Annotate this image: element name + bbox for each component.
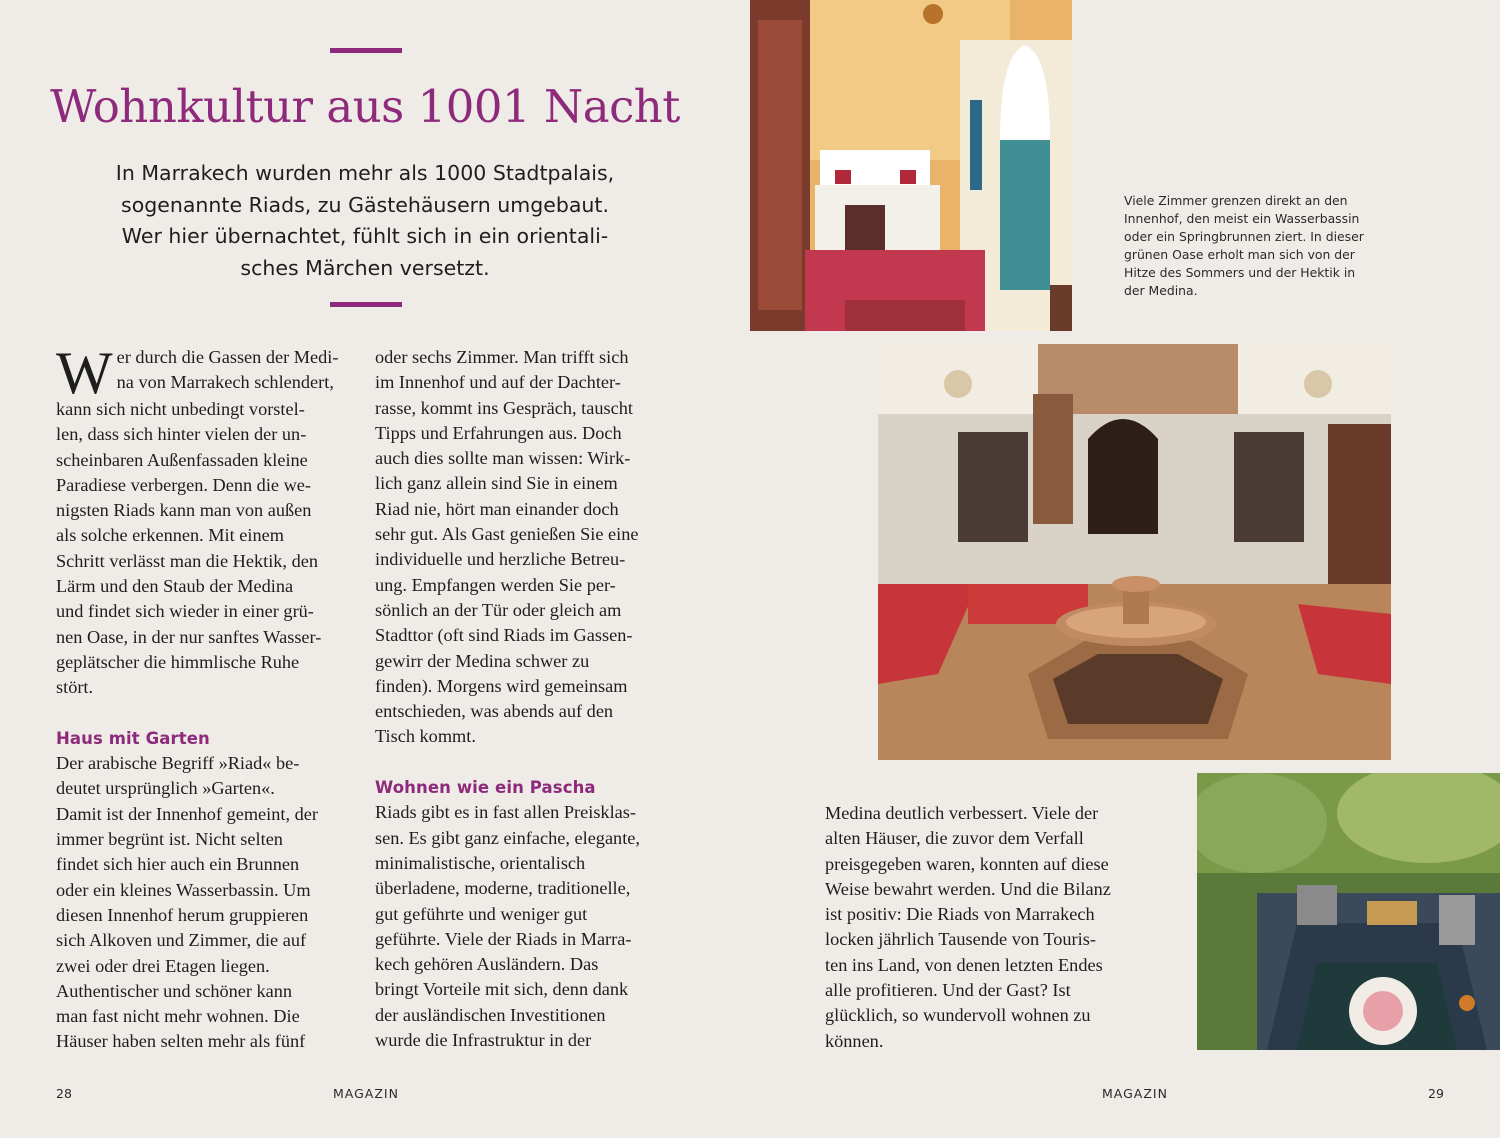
body-line: locken jährlich Tausende von Touris- — [825, 929, 1096, 950]
body-line: individuelle und herzliche Betreu- — [375, 549, 626, 570]
body-line: können. — [825, 1030, 884, 1051]
intro-paragraph — [56, 397, 356, 701]
body-line: Stadttor (oft sind Riads im Gassen- — [375, 625, 633, 646]
photo-riad-bedroom — [750, 0, 1072, 331]
body-line: finden). Morgens wird gemeinsam — [375, 675, 628, 696]
subheading-haus-mit-garten: Haus mit Garten — [56, 728, 210, 748]
caption-line: der Medina. — [1124, 283, 1198, 298]
article-title: Wohnkultur aus 1001 Nacht — [50, 80, 680, 133]
lead-line: sogenannte Riads, zu Gästehäusern umgebaut. — [121, 192, 609, 217]
text-column-1 — [56, 340, 356, 1055]
body-line: man fast nicht mehr wohnen. Die — [56, 1006, 300, 1027]
body-line: lich ganz allein sind Sie in einem — [375, 473, 618, 494]
caption-line: Hitze des Sommers und der Hektik in — [1124, 265, 1356, 280]
body-line: Schritt verlässt man die Hektik, den — [56, 550, 318, 571]
body-line: len, dass sich hinter vielen der un- — [56, 424, 307, 445]
body-line: zwei oder drei Etagen liegen. — [56, 955, 270, 976]
caption-line: Viele Zimmer grenzen direkt an den — [1124, 193, 1348, 208]
body-line: nigsten Riads kann man von außen — [56, 500, 312, 521]
body-line: Weise bewahrt werden. Und die Bilanz — [825, 878, 1111, 899]
photo-caption — [1124, 192, 1384, 300]
body-line: sehr gut. Als Gast genießen Sie eine — [375, 524, 639, 545]
body-paragraph — [825, 801, 1125, 1054]
subheading-wohnen-wie-ein-pascha: Wohnen wie ein Pascha — [375, 778, 596, 798]
body-line: Häuser haben selten mehr als fünf — [56, 1031, 306, 1052]
page-number-left: 28 — [56, 1086, 72, 1101]
lead-paragraph — [90, 158, 640, 284]
body-line: ung. Empfangen werden Sie per- — [375, 574, 616, 595]
body-line: nen Oase, in der nur sanftes Wasser- — [56, 626, 322, 647]
text-column-3 — [825, 801, 1125, 1054]
text-column-2 — [375, 345, 675, 1053]
body-line: glücklich, so wundervoll wohnen zu — [825, 1005, 1091, 1026]
body-line: minimalistische, orientalisch — [375, 852, 586, 873]
title-rule-top — [330, 48, 402, 53]
body-line: na von Marrakech schlendert, — [116, 372, 334, 393]
section-label-left: MAGAZIN — [333, 1086, 399, 1101]
photo-riad-garden — [1197, 773, 1500, 1050]
body-line: und findet sich wieder in einer grü- — [56, 601, 314, 622]
body-paragraph — [56, 751, 356, 1055]
body-line: auch dies sollte man wissen: Wirk- — [375, 448, 631, 469]
lead-line: In Marrakech wurden mehr als 1000 Stadtpalais, — [115, 161, 615, 185]
body-line: geführte. Viele der Riads in Marra- — [375, 928, 632, 949]
body-paragraph — [375, 345, 675, 750]
body-line: Damit ist der Innenhof gemeint, der — [56, 803, 318, 824]
body-line: Paradiese verbergen. Denn die we- — [56, 474, 311, 495]
body-line: der ausländischen Investitionen — [375, 1004, 606, 1025]
body-line: wurde die Infrastruktur in der — [375, 1030, 592, 1051]
body-line: sich Alkoven und Zimmer, die auf — [56, 930, 307, 951]
body-line: alle profitieren. Und der Gast? Ist — [825, 980, 1071, 1001]
lead-line: sches Märchen versetzt. — [240, 255, 490, 280]
lead-line: Wer hier übernachtet, fühlt sich in ein orientali- — [121, 224, 609, 248]
body-line: oder ein kleines Wasserbassin. Um — [56, 879, 311, 900]
body-line: ten ins Land, von denen letzten Endes — [825, 954, 1103, 975]
body-line: Riads gibt es in fast allen Preisklas- — [375, 802, 636, 823]
title-rule-bottom — [330, 302, 402, 307]
body-line: als solche erkennen. Mit einem — [56, 525, 284, 546]
body-paragraph — [375, 800, 675, 1053]
body-line: im Innenhof und auf der Dachter- — [375, 372, 621, 393]
section-label-right: MAGAZIN — [1102, 1086, 1168, 1101]
body-line: ist positiv: Die Riads von Marrakech — [825, 904, 1095, 925]
body-line: gut geführte und weniger gut — [375, 903, 588, 924]
body-line: gewirr der Medina schwer zu — [375, 650, 590, 671]
body-line: sönlich an der Tür oder gleich am — [375, 599, 622, 620]
body-line: alten Häuser, die zuvor dem Verfall — [825, 828, 1084, 849]
body-line: stört. — [56, 677, 94, 698]
body-line: sen. Es gibt ganz einfache, elegante, — [375, 827, 640, 848]
caption-line: grünen Oase erholt man sich von der — [1124, 247, 1355, 262]
body-line: kech gehören Ausländern. Das — [375, 954, 599, 975]
body-line: Authentischer und schöner kann — [56, 980, 293, 1001]
body-line: entschieden, was abends auf den — [375, 701, 614, 722]
body-line: immer begrünt ist. Nicht selten — [56, 829, 283, 850]
body-line: diesen Innenhof herum gruppieren — [56, 904, 309, 925]
drop-cap: W — [56, 340, 113, 406]
body-line: oder sechs Zimmer. Man trifft sich — [375, 347, 629, 367]
body-line: rasse, kommt ins Gespräch, tauscht — [375, 397, 633, 418]
body-line: Tipps und Erfahrungen aus. Doch — [375, 422, 622, 443]
body-line: überladene, moderne, traditionelle, — [375, 878, 631, 899]
body-line: Lärm und den Staub der Medina — [56, 576, 294, 597]
body-line: Riad nie, hört man einander doch — [375, 498, 619, 519]
body-line: bringt Vorteile mit sich, denn dank — [375, 979, 629, 1000]
photo-riad-courtyard — [878, 344, 1391, 760]
body-line: Der arabische Begriff »Riad« be- — [56, 753, 300, 774]
caption-line: oder ein Springbrunnen ziert. In dieser — [1124, 229, 1364, 244]
body-line: deutet ursprünglich »Garten«. — [56, 778, 275, 799]
body-line: preisgegeben waren, konnten auf diese — [825, 853, 1109, 874]
page-number-right: 29 — [1428, 1086, 1444, 1101]
body-line: geplätscher die himmlische Ruhe — [56, 651, 300, 672]
caption-line: Innenhof, den meist ein Wasserbassin — [1124, 211, 1360, 226]
body-line: Tisch kommt. — [375, 726, 476, 747]
body-line: scheinbaren Außenfassaden kleine — [56, 449, 308, 470]
body-line: findet sich hier auch ein Brunnen — [56, 854, 300, 875]
body-line: Medina deutlich verbessert. Viele der — [825, 803, 1099, 823]
body-line: kann sich nicht unbedingt vorstel- — [56, 399, 305, 419]
body-line: er durch die Gassen der Medi- — [116, 347, 339, 367]
